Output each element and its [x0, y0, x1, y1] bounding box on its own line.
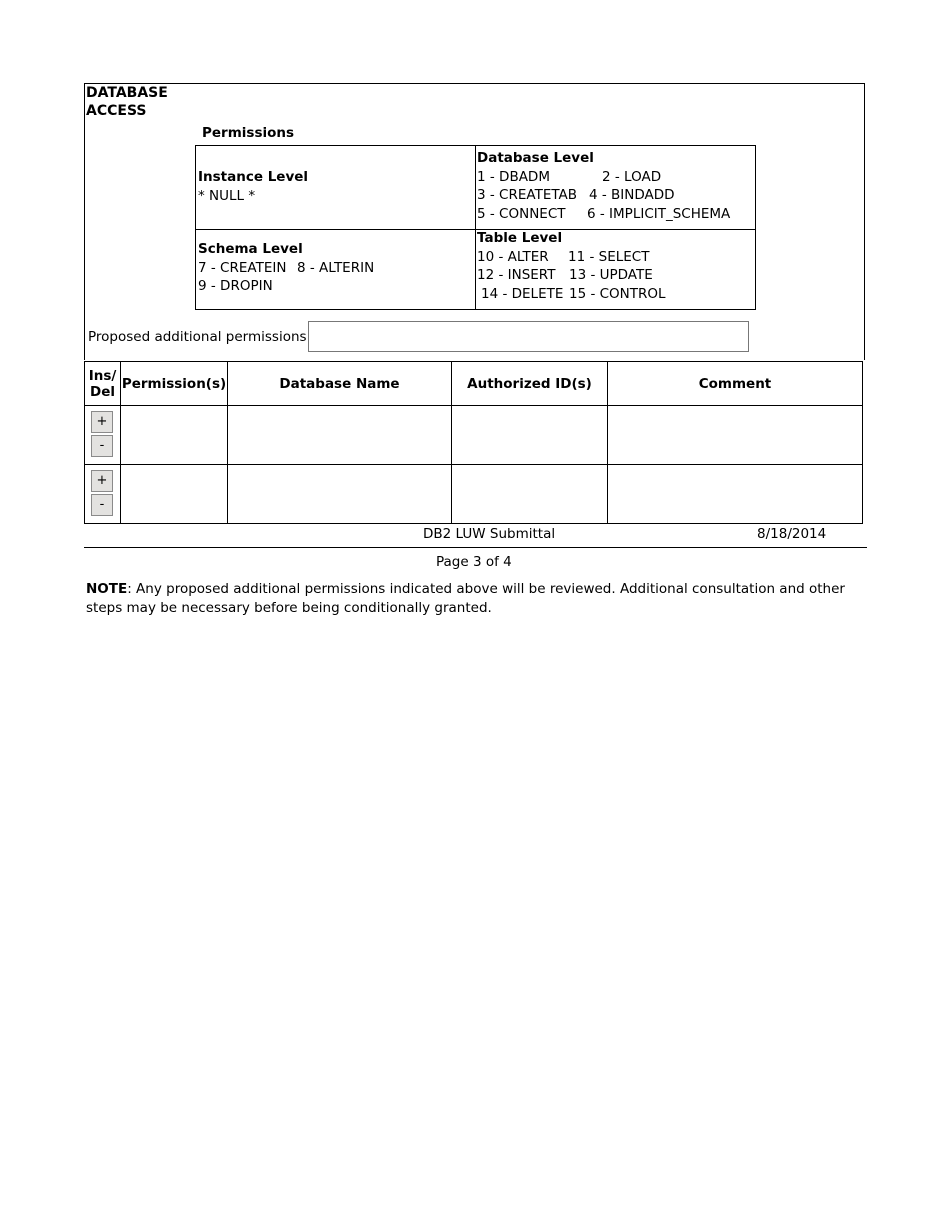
grid-horizontal-divider [196, 229, 755, 230]
perm-item: 13 - UPDATE [569, 267, 653, 283]
col-header-authorized-ids: Authorized ID(s) [452, 362, 608, 406]
proposed-permissions-label: Proposed additional permissions [88, 329, 307, 345]
schema-level-heading: Schema Level [198, 241, 303, 257]
comment-cell[interactable] [608, 406, 863, 465]
perm-item: 2 - LOAD [602, 168, 662, 185]
perm-item: 10 - ALTER [477, 248, 549, 265]
insert-row-button[interactable]: + [91, 411, 113, 433]
perm-item: 9 - DROPIN [198, 278, 273, 294]
authorized-ids-cell[interactable] [452, 465, 608, 524]
col-header-database-name: Database Name [228, 362, 452, 406]
perm-item: 11 - SELECT [568, 248, 650, 265]
footer-divider [84, 547, 867, 548]
page-number: Page 3 of 4 [436, 554, 512, 570]
col-header-comment: Comment [608, 362, 863, 406]
perm-item: 8 - ALTERIN [297, 259, 375, 276]
database-level-cell [477, 149, 730, 223]
section-title-line2: ACCESS [86, 103, 147, 119]
section-title-line1: DATABASE [86, 85, 168, 101]
delete-row-button[interactable]: - [91, 435, 113, 457]
note-text: : Any proposed additional permissions indicated above will be reviewed. Additional consultation and other steps may be necessary before being conditionally granted. [86, 581, 845, 616]
permission-cell[interactable] [121, 465, 228, 524]
perm-item: 14 - DELETE [481, 285, 564, 302]
instance-level-cell [198, 168, 308, 205]
database-level-heading: Database Level [477, 150, 594, 166]
note-label: NOTE [86, 581, 128, 597]
table-level-heading: Table Level [477, 230, 563, 246]
insert-row-button[interactable]: + [91, 470, 113, 492]
permissions-title: Permissions [202, 125, 295, 141]
footer-title: DB2 LUW Submittal [423, 526, 556, 542]
perm-item: 12 - INSERT [477, 267, 556, 283]
database-name-cell[interactable] [228, 406, 452, 465]
instance-level-item: * NULL * [198, 187, 256, 204]
col-header-ins-del: Ins/ Del [85, 362, 121, 406]
permissions-table [84, 361, 863, 524]
perm-item: 5 - CONNECT [477, 205, 566, 222]
instance-level-heading: Instance Level [198, 169, 309, 185]
grid-vertical-divider [475, 146, 476, 309]
ins-del-cell [85, 406, 121, 465]
database-name-cell[interactable] [228, 465, 452, 524]
perm-item: 15 - CONTROL [569, 285, 666, 302]
col-header-permissions: Permission(s) [121, 362, 228, 406]
footer-date: 8/18/2014 [757, 526, 827, 542]
perm-item: 6 - IMPLICIT_SCHEMA [587, 205, 731, 222]
permission-cell[interactable] [121, 406, 228, 465]
table-header-row [85, 362, 863, 406]
table-row [85, 406, 863, 465]
schema-level-cell [198, 240, 374, 296]
perm-item: 1 - DBADM [477, 168, 550, 185]
table-level-cell [477, 229, 666, 303]
table-row [85, 465, 863, 524]
permissions-grid [195, 145, 756, 310]
comment-cell[interactable] [608, 465, 863, 524]
section-title [86, 84, 168, 120]
ins-del-cell [85, 465, 121, 524]
note-paragraph [86, 580, 866, 618]
perm-item: 4 - BINDADD [589, 187, 675, 203]
perm-item: 3 - CREATETAB [477, 187, 578, 203]
perm-item: 7 - CREATEIN [198, 259, 287, 276]
proposed-permissions-input[interactable] [308, 321, 749, 352]
authorized-ids-cell[interactable] [452, 406, 608, 465]
delete-row-button[interactable]: - [91, 494, 113, 516]
